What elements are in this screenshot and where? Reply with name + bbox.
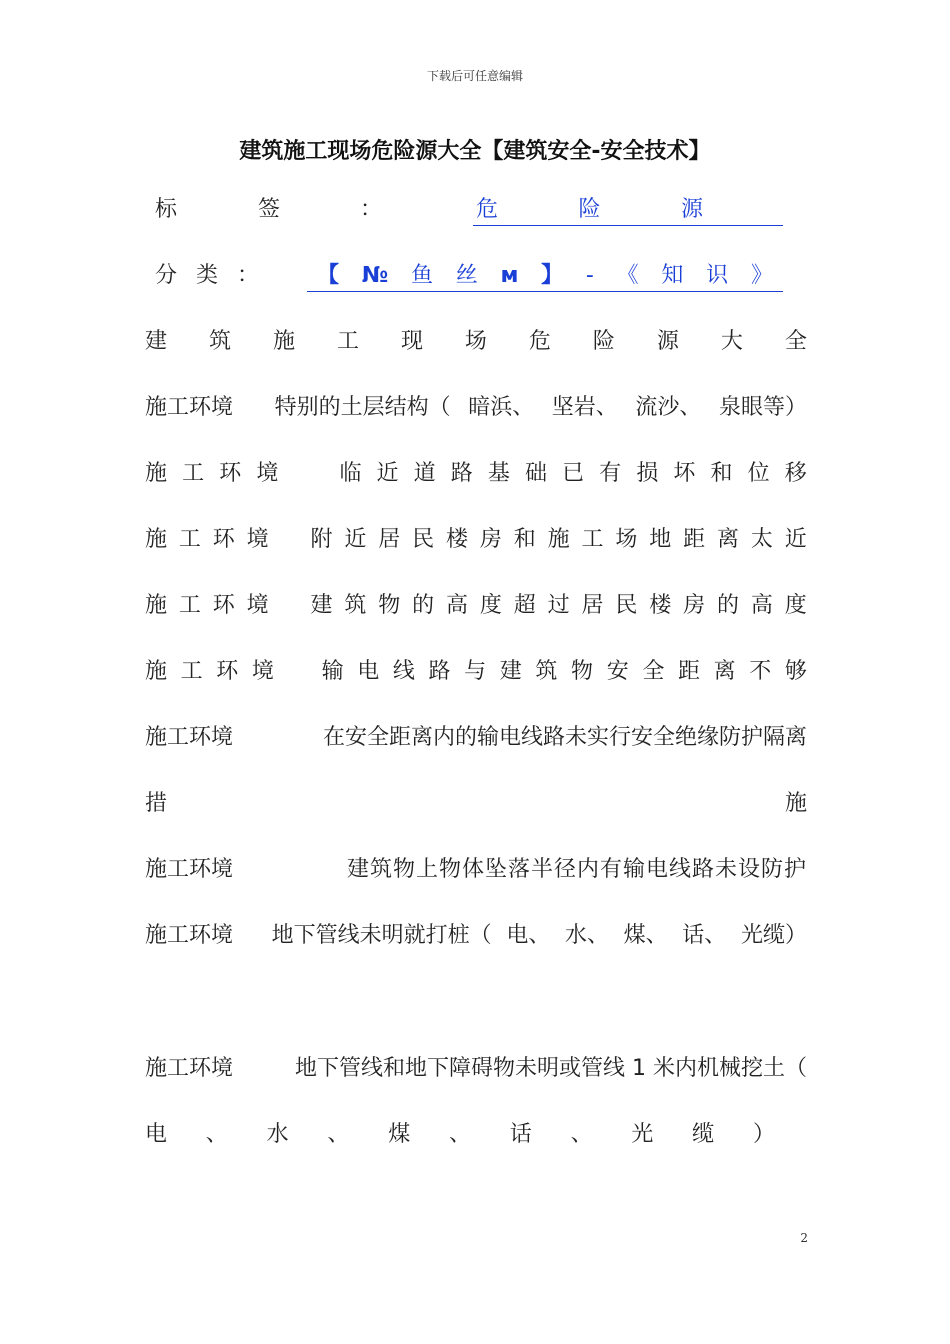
line-char: 损: [636, 461, 659, 486]
category-link[interactable]: [307, 261, 783, 292]
line-char: 建: [310, 593, 333, 618]
line-char: 太: [750, 527, 773, 552]
line-char: 工: [336, 329, 359, 354]
line-char: 施: [145, 593, 168, 618]
line-char: 和: [710, 461, 733, 486]
category-link-char: 《: [616, 263, 639, 288]
body-line: [145, 1120, 775, 1150]
line-char: 环: [219, 461, 242, 486]
line-segment: 建筑物上物体坠落半径内有输电线路未设防护: [346, 857, 807, 882]
line-char: 电: [145, 1122, 168, 1147]
line-segment: 流沙、: [635, 395, 702, 420]
line-char: 超: [513, 593, 536, 618]
body-line: [145, 1054, 807, 1084]
line-char: 高: [750, 593, 773, 618]
line-char: 筑: [344, 593, 367, 618]
line-char: 、: [327, 1122, 350, 1147]
line-char: 过: [547, 593, 570, 618]
line-segment: 施工环境: [145, 857, 234, 882]
body-line: [145, 393, 807, 423]
category-link-char: 丝: [455, 263, 478, 288]
line-char: 电: [357, 659, 380, 684]
body-line: [145, 459, 807, 489]
line-char: 施: [145, 527, 168, 552]
body-line: [145, 921, 807, 951]
body-line: [145, 327, 807, 357]
tag-link-char: 险: [578, 197, 601, 222]
line-char: 建: [499, 659, 522, 684]
line-char: 附: [310, 527, 333, 552]
line-char: 坏: [673, 461, 696, 486]
line-char: 临: [339, 461, 362, 486]
category-link-char: №: [361, 263, 389, 288]
line-char: 有: [599, 461, 622, 486]
line-char: 居: [378, 527, 401, 552]
line-segment: 地下管线未明就打桩（: [271, 923, 492, 948]
tag-label-char: 标: [155, 197, 178, 222]
line-char: 近: [784, 527, 807, 552]
line-char: 离: [713, 659, 736, 684]
line-char: 施: [547, 527, 570, 552]
line-char: 煤: [388, 1122, 411, 1147]
line-char: 物: [571, 659, 594, 684]
line-char: 线: [392, 659, 415, 684]
line-char: 民: [412, 527, 435, 552]
line-char: 施: [145, 461, 168, 486]
line-char: 距: [677, 659, 700, 684]
line-char: 全: [784, 329, 807, 354]
line-segment: 施工环境: [145, 923, 234, 948]
line-char: 物: [378, 593, 401, 618]
line-char: 缆: [692, 1122, 715, 1147]
line-char: 近: [344, 527, 367, 552]
category-link-char: 知: [661, 263, 684, 288]
line-char: 话: [509, 1122, 532, 1147]
line-char: 环: [212, 593, 235, 618]
line-char: 建: [145, 329, 168, 354]
tag-row: [155, 195, 783, 225]
line-segment: 水、: [564, 923, 609, 948]
category-label: 分 类 ：: [155, 263, 265, 288]
body-line: [145, 789, 807, 819]
line-char: 和: [513, 527, 536, 552]
body-line: [145, 657, 807, 687]
body-line: [145, 855, 807, 885]
line-char: 房: [683, 593, 706, 618]
line-char: ）: [752, 1122, 775, 1147]
page-number: 2: [800, 1231, 808, 1245]
line-char: 工: [178, 593, 201, 618]
line-char: 现: [400, 329, 423, 354]
line-char: 楼: [446, 527, 469, 552]
line-char: 施: [272, 329, 295, 354]
line-char: 础: [524, 461, 547, 486]
line-char: 输: [321, 659, 344, 684]
body-line: [145, 723, 807, 753]
line-char: 源: [656, 329, 679, 354]
tag-link-danger-source[interactable]: [473, 195, 783, 226]
line-char: 道: [413, 461, 436, 486]
line-char: 地: [649, 527, 672, 552]
line-char: 场: [464, 329, 487, 354]
line-char: 、: [205, 1122, 228, 1147]
body-line: [145, 525, 807, 555]
line-char: 路: [428, 659, 451, 684]
line-char: 民: [615, 593, 638, 618]
line-char: 危: [528, 329, 551, 354]
line-char: 的: [717, 593, 740, 618]
line-char: 光: [631, 1122, 654, 1147]
line-char: 境: [256, 461, 279, 486]
line-char: 居: [581, 593, 604, 618]
document-title: 建筑施工现场危险源大全【建筑安全-安全技术】: [239, 139, 711, 164]
tag-link-char: 源: [680, 197, 703, 222]
line-char: 措: [145, 791, 168, 816]
line-segment: 地下管线和地下障碍物未明或管线 1 米内机械挖土（: [295, 1056, 807, 1081]
line-segment: 泉眼等）: [718, 395, 807, 420]
category-link-char: 鱼: [410, 263, 433, 288]
line-segment: 暗浜、: [468, 395, 535, 420]
line-segment: 施工环境: [145, 1056, 234, 1081]
line-char: 险: [592, 329, 615, 354]
line-char: 工: [182, 461, 205, 486]
line-char: 已: [562, 461, 585, 486]
body-line: [145, 591, 807, 621]
line-char: 境: [246, 527, 269, 552]
line-char: 的: [412, 593, 435, 618]
line-char: 度: [479, 593, 502, 618]
category-link-char: м: [500, 263, 519, 288]
line-segment: 煤、: [623, 923, 668, 948]
line-segment: 在安全距离内的输电线路未实行安全绝缘防护隔离: [322, 725, 807, 750]
line-char: 工: [180, 659, 203, 684]
line-char: 近: [376, 461, 399, 486]
line-char: 够: [784, 659, 807, 684]
category-row: [155, 261, 783, 291]
line-char: 境: [251, 659, 274, 684]
category-link-char: 》: [750, 263, 773, 288]
line-char: 度: [784, 593, 807, 618]
line-char: 环: [212, 527, 235, 552]
line-char: 大: [720, 329, 743, 354]
line-char: 场: [615, 527, 638, 552]
line-segment: 电、: [506, 923, 551, 948]
line-char: 路: [450, 461, 473, 486]
line-char: 、: [448, 1122, 471, 1147]
line-char: 高: [446, 593, 469, 618]
line-char: 距: [683, 527, 706, 552]
tag-label-char: 签: [258, 197, 281, 222]
line-char: 施: [145, 659, 168, 684]
line-char: 境: [246, 593, 269, 618]
category-link-char: 【: [317, 263, 340, 288]
line-char: 环: [216, 659, 239, 684]
line-char: 筑: [535, 659, 558, 684]
line-char: 离: [717, 527, 740, 552]
line-segment: 施工环境: [145, 725, 234, 750]
line-segment: 施工环境: [145, 395, 234, 420]
line-char: 基: [487, 461, 510, 486]
line-char: 与: [464, 659, 487, 684]
line-segment: 光缆）: [740, 923, 807, 948]
page-header: 下载后可任意编辑: [426, 69, 523, 83]
line-char: 房: [479, 527, 502, 552]
line-char: 水: [266, 1122, 289, 1147]
tag-link-char: 危: [476, 197, 499, 222]
line-char: 不: [749, 659, 772, 684]
category-link-char: -: [585, 263, 594, 288]
line-char: 移: [784, 461, 807, 486]
line-char: 位: [747, 461, 770, 486]
line-segment: 话、: [682, 923, 727, 948]
line-segment: 特别的土层结构（: [274, 395, 451, 420]
line-char: 筑: [208, 329, 231, 354]
line-char: 全: [642, 659, 665, 684]
line-segment: 坚岩、: [551, 395, 618, 420]
category-link-char: 】: [541, 263, 564, 288]
category-link-char: 识: [706, 263, 729, 288]
line-char: 工: [178, 527, 201, 552]
tag-label-char: ：: [360, 197, 383, 222]
line-char: 楼: [649, 593, 672, 618]
line-char: 工: [581, 527, 604, 552]
line-char: 施: [784, 791, 807, 816]
line-char: 、: [570, 1122, 593, 1147]
line-char: 安: [606, 659, 629, 684]
